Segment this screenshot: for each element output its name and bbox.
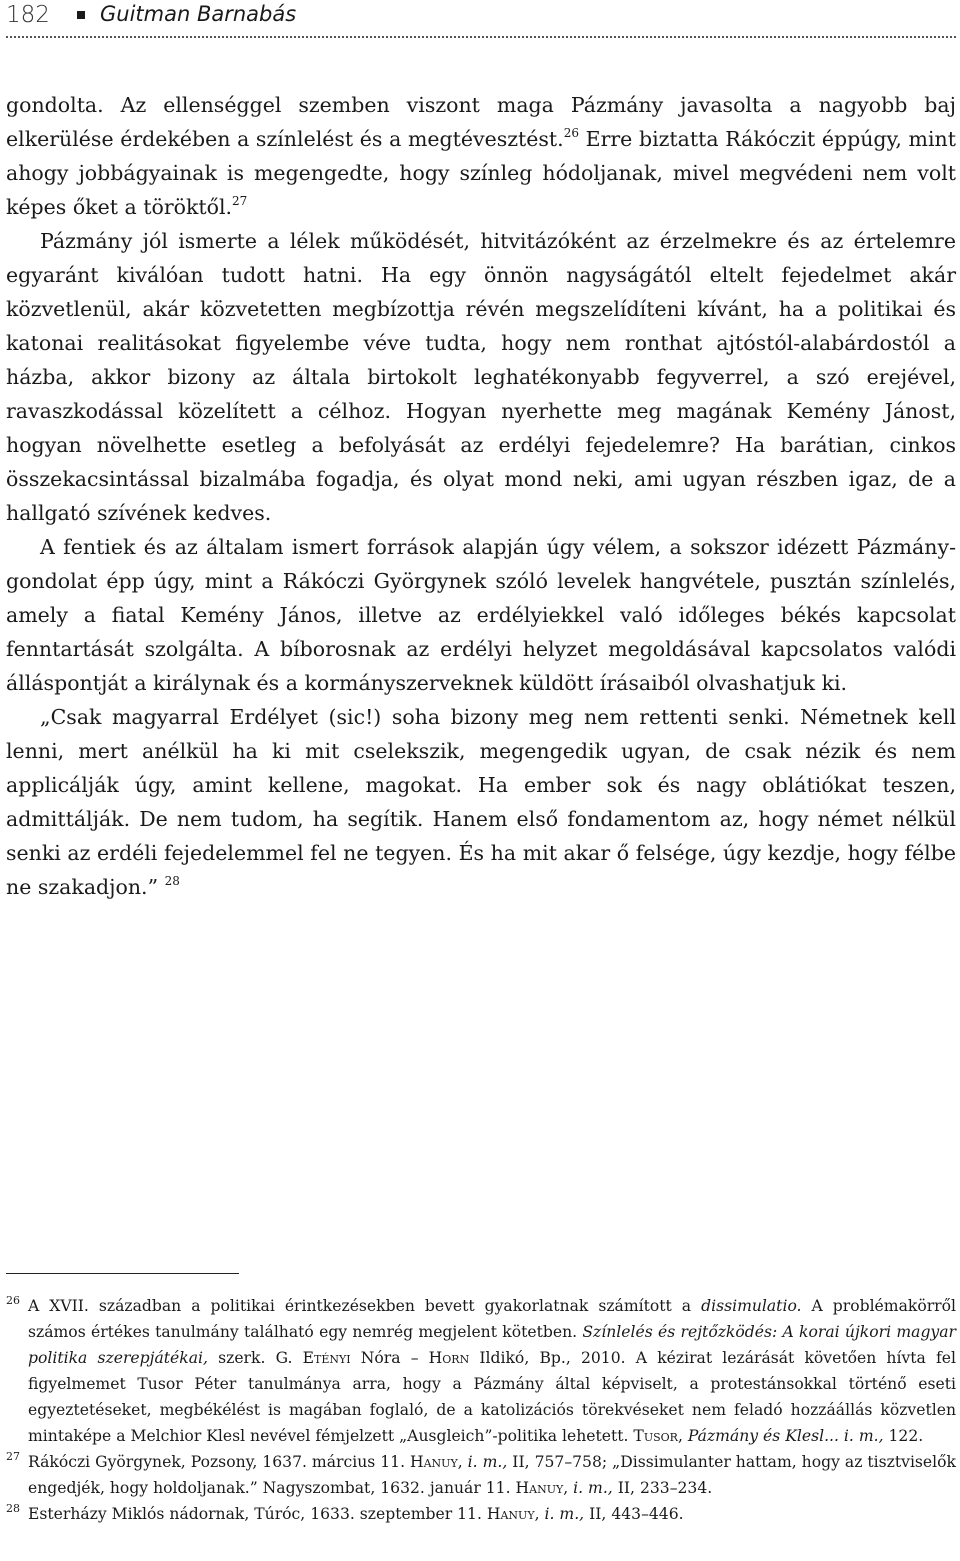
paragraph-1-part-a: gondolta. Az ellenséggel szemben viszont maga Pázmány javasolta a nagyobb baj elkerülése érdekében a színlelést és a megtévesztést. <box>6 93 956 151</box>
footnote-number: 26 <box>6 1294 20 1307</box>
footnote-27 <box>6 1449 956 1501</box>
footnote-number: 28 <box>6 1502 20 1515</box>
footnote-ref: i. m., <box>573 1479 613 1497</box>
page-number: 182 <box>6 2 50 28</box>
footnote-text: Rákóczi Györgynek, Pozsony, 1637. március 11. <box>28 1453 411 1471</box>
main-text <box>6 88 956 904</box>
footnote-text: , <box>534 1505 545 1523</box>
quote-text: „Csak magyarral Erdélyet (sic!) soha bizony meg nem rettenti senki. Németnek kell lenni, mert anélkül ha ki mit cselekszik, megengedik ugyan, de csak nézik és nem applicálják úgy, amint kellene, magokat. Ha ember sok és nagy oblátiókat teszen, admittálják. De nem tudom, ha segítik. Hanem első fondamentom az, hogy német nélkül senki az erdéli fejedelemmel fel ne tegyen. És ha mit akar ő felsége, úgy kezdje, hogy félbe ne szakadjon.” <box>6 705 956 899</box>
paragraph-2: Pázmány jól ismerte a lélek működését, hitvitázóként az érzelmekre és az értelemre egyaránt kiválóan tudott hatni. Ha egy önnön nagyságától eltelt fejedelmet akár közvetlenül, akár közvetetten megbízottja révén megszelídíteni kívánt, ha a politikai és katonai realitásokat figyelembe véve tudta, hogy nem ronthat ajtóstól-alabárdostól a házba, akkor bizony az általa birtokolt leghatékonyabb fegyverrel, a szó erejével, ravaszkodással közelített a célhoz. Hogyan nyerhette meg magának Kemény Jánost, hogyan növelhette esetleg a befolyását az erdélyi fejedelemre? Ha barátian, cinkos összekacsintással bizalmába fogadja, és olyat mond neki, ami ugyan részben igaz, de a hallgató szívének kedves. <box>6 229 956 525</box>
footnote-ref-26[interactable]: 26 <box>563 126 579 140</box>
footnote-text: , <box>677 1427 688 1445</box>
footnote-book-title: Színlelés és rejtőzködés: A korai újkori magyar politika szerepjátékai, <box>28 1323 956 1367</box>
footnote-ref: i. m., <box>467 1453 508 1471</box>
footnote-book-title: Pázmány és Klesl... i. m., <box>687 1427 884 1445</box>
footnote-ref-27[interactable]: 27 <box>232 194 248 208</box>
footnote-text: II, 233–234. <box>612 1479 713 1497</box>
page-header <box>6 0 956 40</box>
square-bullet-icon <box>77 11 85 19</box>
footnote-text: szerk. G. <box>207 1349 303 1367</box>
footnote-ref-28[interactable]: 28 <box>164 874 180 888</box>
footnote-text: A XVII. században a politikai érintkezésekben bevett gyakorlatnak számított a <box>28 1297 702 1315</box>
footnote-separator <box>6 1273 239 1274</box>
footnote-text: , <box>563 1479 574 1497</box>
paragraph-4-quote <box>6 700 956 904</box>
footnote-28 <box>6 1501 956 1527</box>
footnote-author: Hanuy <box>486 1505 535 1523</box>
footnote-text: 122. <box>883 1427 924 1445</box>
paragraph-1 <box>6 88 956 224</box>
footnote-text: Esterházy Miklós nádornak, Túróc, 1633. szeptember 11. <box>28 1505 487 1523</box>
footnote-author: Hanuy <box>515 1479 564 1497</box>
footnote-author: Horn <box>428 1349 470 1367</box>
footnote-text: II, 443–446. <box>584 1505 684 1523</box>
footnote-text: A problémakörről számos értékes tanulmány található egy nemrég megjelent kötetben. <box>28 1297 956 1341</box>
footnote-text: II, 757–758; „Dissimulanter hattam, hogy az tisztviselők engedjék, hogy holdoljanak.” Nagyszombat, 1632. január 11. <box>28 1453 956 1497</box>
footnote-author: Hanuy <box>410 1453 458 1471</box>
footnote-26 <box>6 1293 956 1449</box>
footnotes <box>6 1293 956 1527</box>
footnote-text: Nóra – <box>350 1349 429 1367</box>
footnote-ref: i. m., <box>544 1505 585 1523</box>
footnote-text: Ildikó, Bp., 2010. A kézirat lezárását követően hívta fel figyelmemet Tusor Péter tanulmánya arra, hogy a Pázmány által képviselt, a protestánsokkal történő eseti egyeztetéseket, megbékélést is magában foglaló, de a katolizációs törekvéseket nem feladó hozzáállás közvetlen mintaképe a Melchior Klesl nevével fémjelzett „Ausgleich”-politika lehetett. <box>28 1349 956 1445</box>
paragraph-3: A fentiek és az általam ismert források alapján úgy vélem, a sokszor idézett Pázmány-gondolat épp úgy, mint a Rákóczi Györgynek szóló levelek hangvétele, pusztán színlelés, amely a fiatal Kemény János, illetve az erdélyiekkel való időleges békés kapcsolat fenntartását szolgálta. A bíborosnak az erdélyi helyzet megoldásával kapcsolatos valódi álláspontját a királynak és a kormányszerveknek küldött írásaiból olvashatjuk ki. <box>6 535 956 695</box>
paragraph-1-part-b: Erre biztatta Rákóczit éppúgy, mint ahogy jobbágyainak is megengedte, hogy színleg hódoljanak, mivel megvédeni nem volt képes őket a töröktől. <box>6 127 956 219</box>
footnote-text: , <box>457 1453 468 1471</box>
footnote-author: Etényi <box>302 1349 351 1367</box>
footnote-number: 27 <box>6 1450 20 1463</box>
header-dotted-rule <box>6 36 956 38</box>
footnote-author: Tusor <box>633 1427 678 1445</box>
footnote-term: dissimulatio. <box>701 1297 802 1315</box>
running-head-author: Guitman Barnabás <box>100 2 297 26</box>
